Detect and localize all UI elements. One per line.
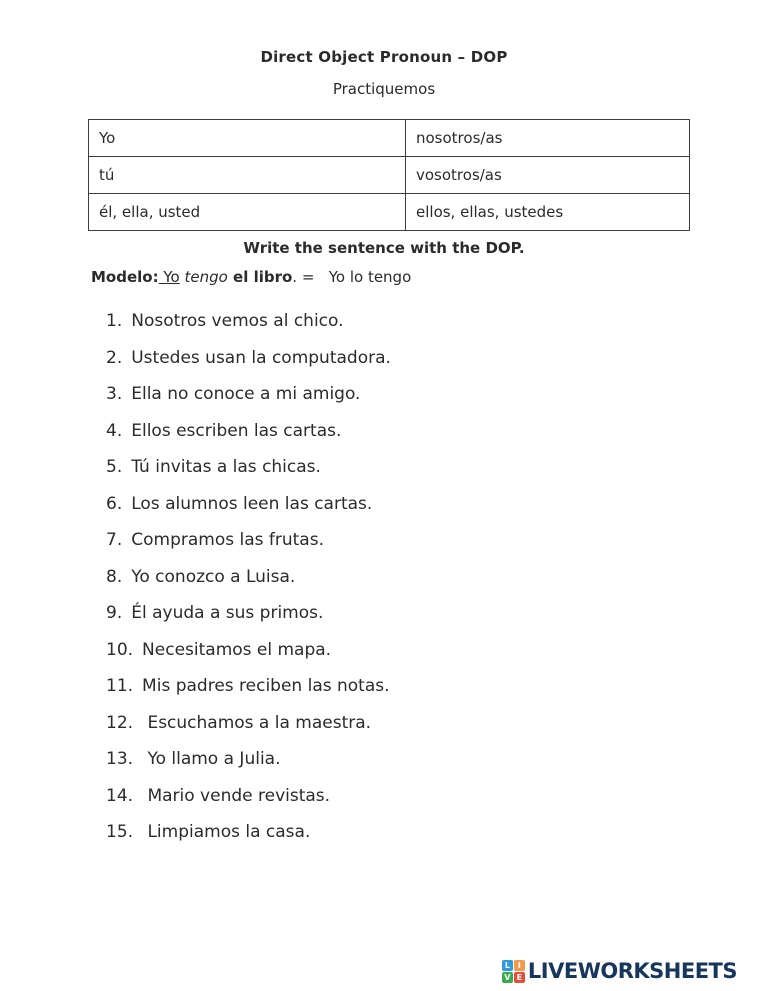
exercise-item [106, 455, 728, 479]
page-title: Direct Object Pronoun – DOP [260, 48, 508, 66]
item-number: 3. [106, 384, 123, 404]
pronoun-cell: él, ella, usted [89, 194, 406, 231]
exercise-item [106, 638, 728, 662]
exercise-item [106, 419, 728, 443]
pronoun-table-row [89, 120, 690, 157]
pronoun-cell: vosotros/as [406, 157, 690, 194]
item-number: 2. [106, 347, 123, 368]
item-number: 8. [106, 566, 123, 587]
exercise-item [106, 601, 728, 625]
item-sentence: Ustedes usan la computadora. [131, 347, 391, 368]
exercise-item [106, 674, 728, 698]
pronoun-cell: ellos, ellas, ustedes [406, 194, 690, 231]
item-number: 15. [106, 822, 134, 842]
item-sentence: Los alumnos leen las cartas. [131, 493, 373, 514]
modelo-example [91, 268, 411, 286]
item-sentence: Yo llamo a Julia. [142, 749, 281, 769]
exercise-item [106, 747, 728, 771]
pronoun-table-row [89, 157, 690, 194]
exercise-item [106, 820, 728, 844]
exercise-item [106, 784, 728, 808]
page-subtitle: Practiquemos [332, 80, 436, 98]
item-number: 10. [106, 639, 134, 660]
exercise-item [106, 382, 728, 406]
liveworksheets-logo-icon [502, 960, 525, 983]
item-sentence: Nosotros vemos al chico. [131, 311, 344, 331]
item-sentence: Mario vende revistas. [142, 785, 331, 806]
modelo-equals: . = [292, 268, 315, 286]
logo-square-l: L [502, 960, 513, 971]
modelo-bold-text: el libro [227, 268, 293, 286]
liveworksheets-logo[interactable] [502, 959, 737, 983]
modelo-answer: Yo lo tengo [314, 268, 412, 286]
exercise-list [106, 309, 728, 857]
pronoun-table-row [89, 194, 690, 231]
exercise-item [106, 309, 728, 333]
exercise-item [106, 565, 728, 589]
item-number: 5. [106, 457, 123, 477]
pronoun-cell: nosotros/as [406, 120, 690, 157]
item-number: 7. [106, 530, 123, 550]
pronoun-table [88, 119, 690, 231]
item-sentence: Ellos escriben las cartas. [131, 420, 342, 441]
item-sentence: Escuchamos a la maestra. [142, 712, 372, 733]
logo-square-i: I [514, 960, 525, 971]
item-number: 11. [106, 676, 134, 696]
modelo-label: Modelo: [91, 268, 159, 286]
item-number: 12. [106, 712, 134, 733]
item-number: 4. [106, 420, 123, 441]
item-sentence: Ella no conoce a mi amigo. [131, 384, 361, 404]
instruction-heading: Write the sentence with the DOP. [243, 239, 525, 257]
item-number: 1. [106, 311, 123, 331]
pronoun-cell: tú [89, 157, 406, 194]
exercise-item [106, 346, 728, 370]
item-sentence: Tú invitas a las chicas. [131, 457, 321, 477]
modelo-underlined-text: Yo [158, 268, 180, 286]
item-number: 9. [106, 603, 123, 623]
item-sentence: Limpiamos la casa. [142, 822, 311, 842]
item-number: 14. [106, 785, 134, 806]
item-sentence: Mis padres reciben las notas. [142, 676, 390, 696]
item-sentence: Necesitamos el mapa. [142, 639, 332, 660]
item-number: 6. [106, 493, 123, 514]
item-sentence: Compramos las frutas. [131, 530, 324, 550]
pronoun-cell: Yo [89, 120, 406, 157]
exercise-item [106, 711, 728, 735]
item-sentence: Él ayuda a sus primos. [131, 603, 324, 623]
liveworksheets-brand-text: LIVEWORKSHEETS [527, 959, 737, 983]
item-number: 13. [106, 749, 134, 769]
exercise-item [106, 492, 728, 516]
modelo-italic-text: tengo [179, 268, 228, 286]
item-sentence: Yo conozco a Luisa. [131, 566, 296, 587]
exercise-item [106, 528, 728, 552]
logo-square-v: V [502, 972, 513, 983]
logo-square-e: E [514, 972, 525, 983]
